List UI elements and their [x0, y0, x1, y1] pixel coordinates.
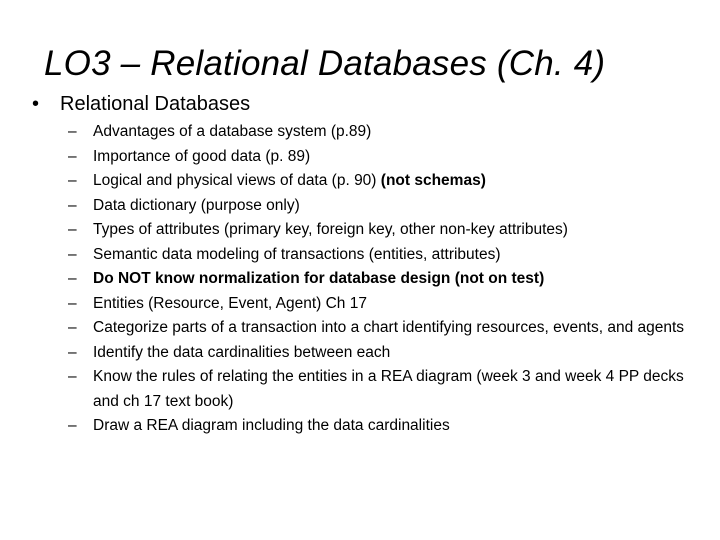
main-bullet — [32, 90, 250, 118]
list-item-text: Categorize parts of a transaction into a chart identifying resources, events, and agents — [93, 319, 685, 336]
list-item-text: Importance of good data (p. 89) — [93, 147, 311, 165]
list-item — [68, 145, 688, 170]
list-item-text: Entities (Resource, Event, Agent) Ch 17 — [93, 294, 367, 312]
list-item — [68, 194, 688, 219]
list-item — [68, 218, 688, 243]
list-item-text: Identify the data cardinalities between each — [93, 343, 391, 361]
list-item — [68, 267, 688, 292]
list-item-text: Types of attributes (primary key, foreign key, other non-key attributes) — [93, 221, 568, 238]
list-item — [68, 316, 688, 341]
dash-icon: – — [68, 319, 77, 336]
list-item-text: Semantic data modeling of transactions (entities, attributes) — [93, 245, 501, 263]
dash-icon: – — [68, 172, 77, 189]
list-item — [68, 365, 688, 414]
dash-icon: – — [68, 221, 77, 238]
main-bullet-text: Relational Databases — [60, 93, 251, 115]
list-item — [68, 341, 688, 366]
bullet-icon: • — [32, 93, 40, 115]
list-item-text: Draw a REA diagram including the data cardinalities — [93, 417, 450, 434]
list-item — [68, 243, 688, 268]
list-item-text: Know the rules of relating the entities in a REA diagram (week 3 and week 4 PP decks and ch 17 text book) — [93, 368, 684, 410]
list-item-text: Data dictionary (purpose only) — [93, 196, 300, 214]
dash-icon: – — [68, 196, 77, 214]
list-item-text: Advantages of a database system (p.89) — [93, 123, 372, 140]
dash-icon: – — [68, 343, 77, 361]
list-item — [68, 169, 688, 194]
dash-icon: – — [68, 245, 77, 263]
list-item — [68, 292, 688, 317]
dash-icon: – — [68, 417, 77, 434]
dash-icon: – — [68, 368, 77, 385]
list-item — [68, 120, 688, 145]
dash-icon: – — [68, 123, 77, 140]
list-item-bold-text: Do NOT know normalization for database design (not on test) — [93, 270, 545, 287]
list-item-bold-text: (not schemas) — [380, 172, 486, 189]
list-item-text: Logical and physical views of data (p. 90) — [93, 172, 381, 189]
sub-bullet-list — [68, 120, 688, 439]
list-item — [68, 414, 688, 439]
dash-icon: – — [68, 147, 77, 165]
dash-icon: – — [68, 270, 77, 287]
slide-title: LO3 – Relational Databases (Ch. 4) — [44, 44, 606, 83]
dash-icon: – — [68, 294, 77, 312]
